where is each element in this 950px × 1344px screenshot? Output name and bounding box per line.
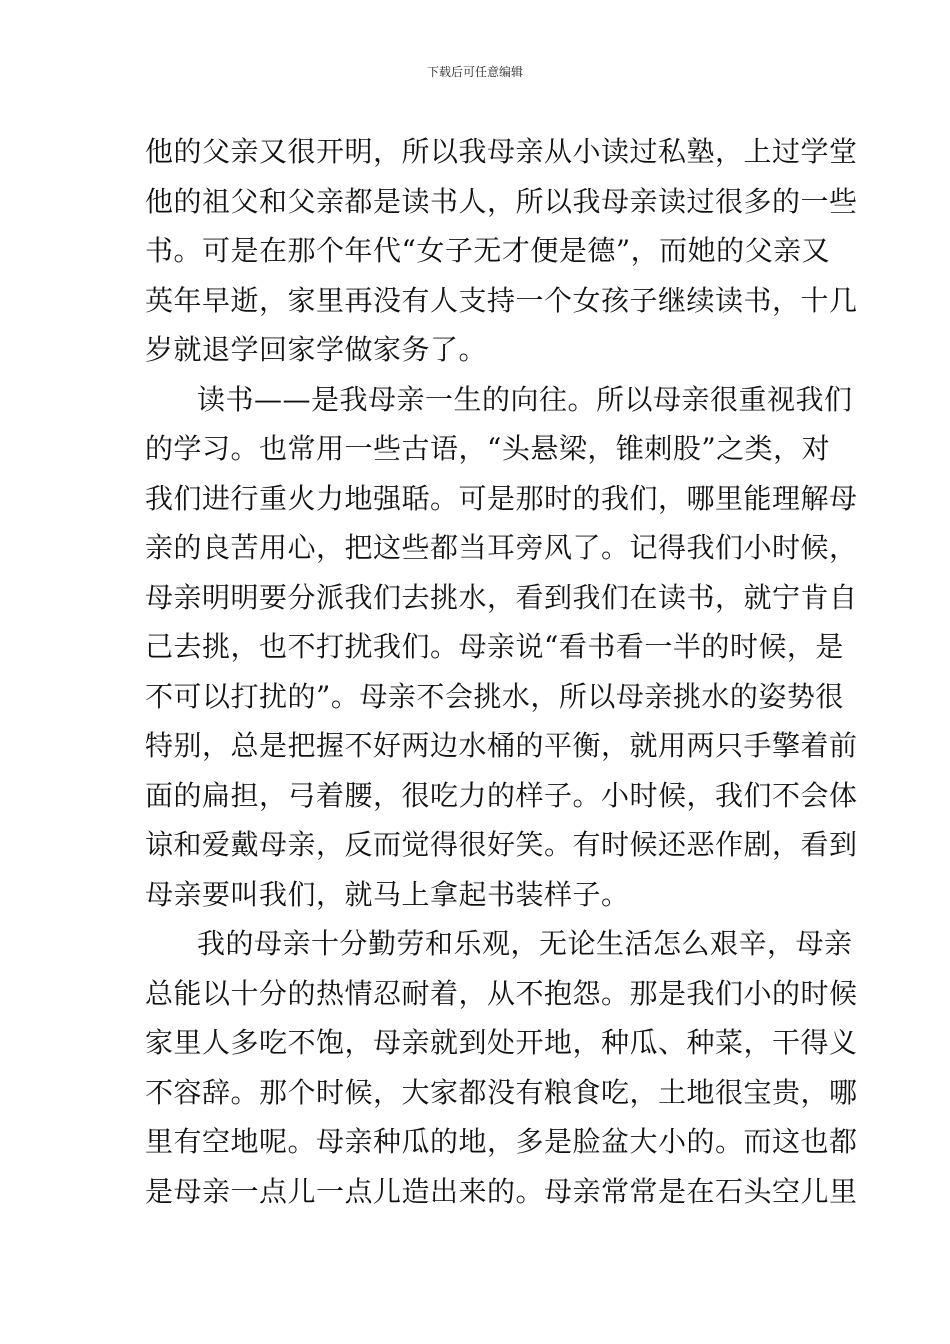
text-line: 是母亲一点儿一点儿造出来的。母亲常常是在石头空儿里 xyxy=(145,1174,858,1208)
document-body xyxy=(145,127,858,1216)
paragraph-first-line: 我的母亲十分勤劳和乐观，无论生活怎么艰辛，母亲 xyxy=(197,927,853,960)
text-line: 特别，总是把握不好两边水桶的平衡，就用两只手擎着前 xyxy=(145,729,858,762)
text-line: 谅和爱戴母亲，反而觉得很好笑。有时候还恶作剧，看到 xyxy=(145,828,858,861)
text-line: 不可以打扰的”。母亲不会挑水，所以母亲挑水的姿势很 xyxy=(145,679,844,713)
text-line: 亲的良苦用心，把这些都当耳旁风了。记得我们小时候， xyxy=(145,531,858,564)
text-line: 母亲明明要分派我们去挑水，看到我们在读书，就宁肯自 xyxy=(145,580,858,614)
text-line: 他的祖父和父亲都是读书人，所以我母亲读过很多的一些 xyxy=(145,184,858,218)
text-line: 我们进行重火力地强聒。可是那时的我们，哪里能理解母 xyxy=(145,481,858,515)
paragraph-first-line: 读书——是我母亲一生的向往。所以母亲很重视我们 xyxy=(197,382,853,416)
page-header: 下载后可任意编辑 xyxy=(426,65,523,79)
text-line: 里有空地呢。母亲种瓜的地，多是脸盆大小的。而这也都 xyxy=(145,1125,858,1158)
text-line: 家里人多吃不饱，母亲就到处开地，种瓜、种菜，干得义 xyxy=(145,1026,858,1059)
text-line: 英年早逝，家里再没有人支持一个女孩子继续读书，十几 xyxy=(145,283,858,317)
text-line: 他的父亲又很开明，所以我母亲从小读过私塾，上过学堂 xyxy=(145,135,858,168)
text-line: 岁就退学回家学做家务了。 xyxy=(145,333,488,366)
text-line: 的学习。也常用一些古语，“头悬梁，锥刺股”之类，对 xyxy=(145,432,831,465)
text-line: 面的扁担，弓着腰，很吃力的样子。小时候，我们不会体 xyxy=(145,778,858,812)
text-line: 总能以十分的热情忍耐着，从不抱怨。那是我们小的时候 xyxy=(145,976,858,1010)
text-line: 书。可是在那个年代“女子无才便是德”，而她的父亲又 xyxy=(145,234,831,267)
text-line: 母亲要叫我们，就马上拿起书装样子。 xyxy=(145,877,630,911)
text-line: 不容辞。那个时候，大家都没有粮食吃，土地很宝贵，哪 xyxy=(145,1075,858,1109)
text-line: 己去挑，也不打扰我们。母亲说“看书看一半的时候，是 xyxy=(145,630,844,663)
